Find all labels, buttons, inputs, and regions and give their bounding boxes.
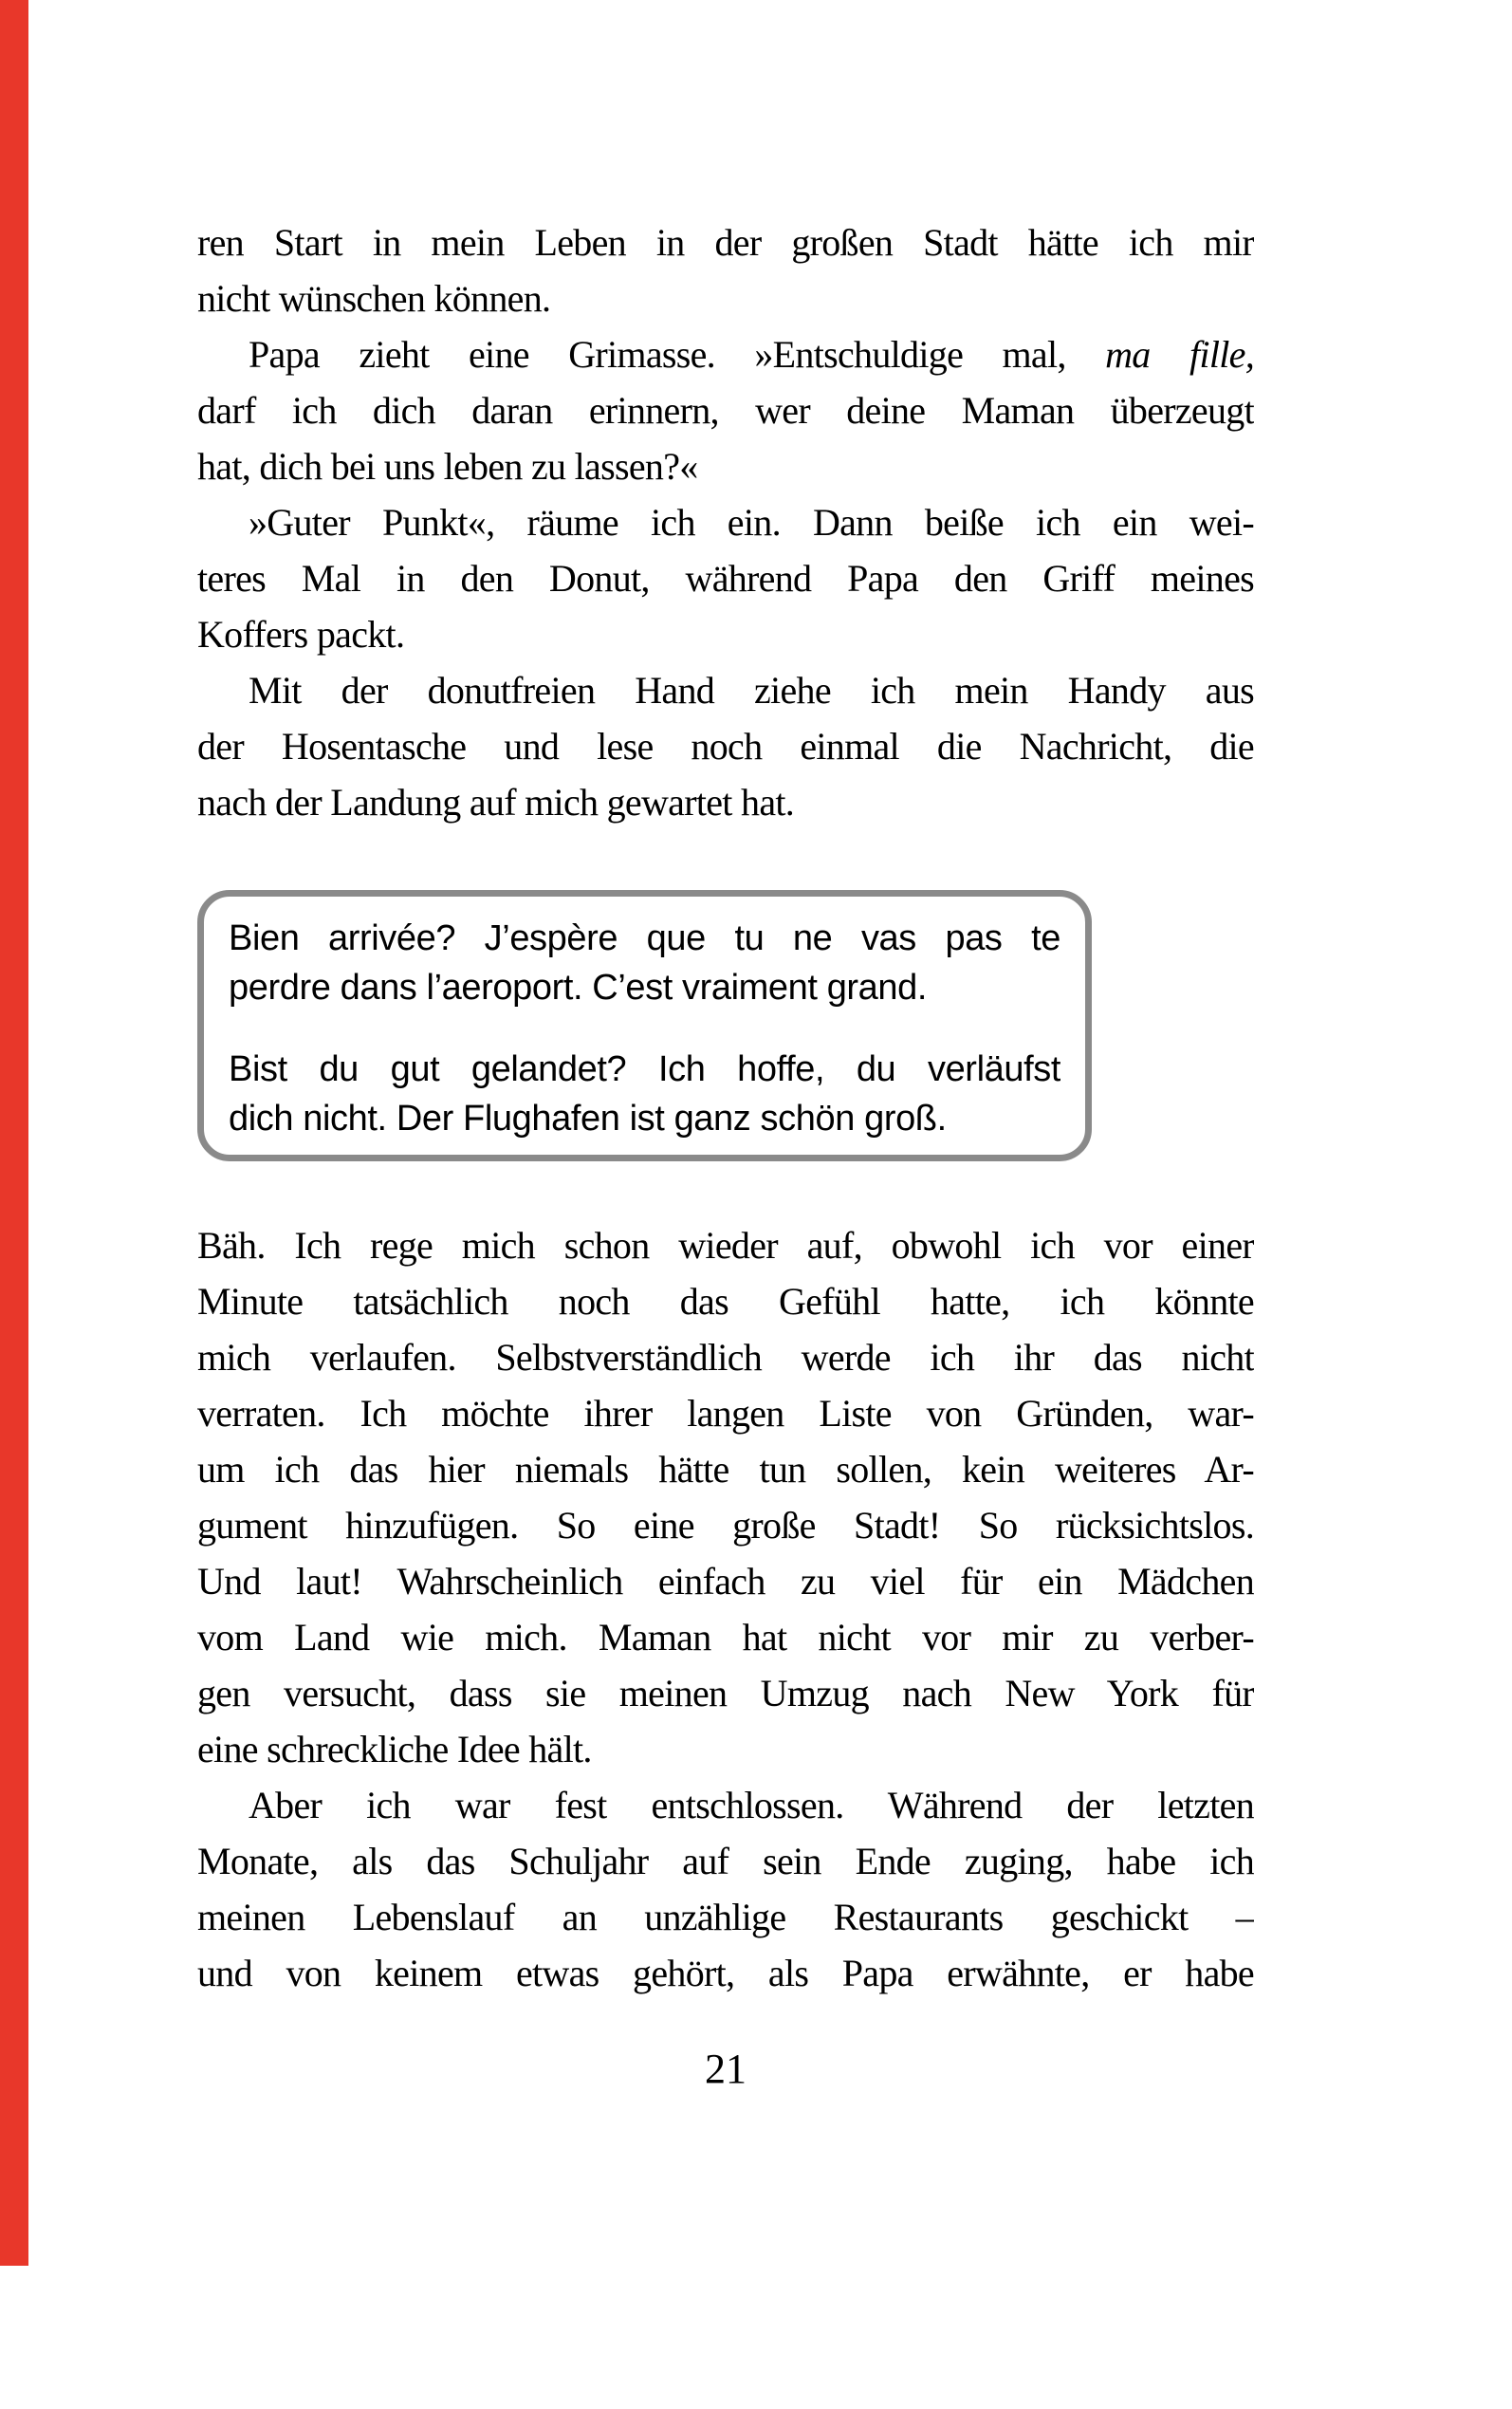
text-line: vom Land wie mich. Maman hat nicht vor mir zu verber- [197,1616,1254,1659]
text-line: ren Start in mein Leben in der großen Stadt hätte ich mir [197,221,1254,264]
text-line: eine schreckliche Idee hält. [197,1728,592,1770]
text-line: gument hinzufügen. So eine große Stadt! So rücksichtslos. [197,1504,1254,1547]
text-line: der Hosentasche und lese noch einmal die Nachricht, die [197,725,1254,768]
text-line: perdre dans l’aeroport. C’est vraiment grand. [229,968,928,1008]
text-line: meinen Lebenslauf an unzählige Restaurants geschickt – [197,1896,1254,1938]
text-line: hat, dich bei uns leben zu lassen?« [197,445,698,488]
text-line: verraten. Ich möchte ihrer langen Liste von Gründen, war- [197,1392,1254,1435]
text-line: nicht wünschen können. [197,277,551,320]
text-line: darf ich dich daran erinnern, wer deine Maman überzeugt [197,389,1254,432]
text-line: dich nicht. Der Flughafen ist ganz schön groß. [229,1099,947,1139]
paragraph [197,494,1254,662]
paragraph [197,326,1254,494]
text-line: Papa zieht eine Grimasse. »Entschuldige mal, ma fille, [249,333,1254,376]
paragraph [197,1777,1254,2001]
text-line: Mit der donutfreien Hand ziehe ich mein Handy aus [249,669,1254,712]
paragraphs-before-box [197,214,1254,830]
text-line: Aber ich war fest entschlossen. Während der letzten [249,1784,1254,1826]
text-line: Minute tatsächlich noch das Gefühl hatte, ich könnte [197,1280,1254,1323]
paragraph [197,662,1254,830]
text-line: teres Mal in den Donut, während Papa den Griff meines [197,557,1254,600]
paragraph [197,1217,1254,1777]
page-text [197,214,1254,2094]
text-line: und von keinem etwas gehört, als Papa erwähnte, er habe [197,1952,1254,1994]
message [229,1045,1060,1143]
text-line: um ich das hier niemals hätte tun sollen, kein weiteres Ar- [197,1448,1254,1491]
page-number: 21 [705,2046,747,2092]
message-bubble [197,890,1092,1161]
text-line: Bist du gut gelandet? Ich hoffe, du verläufst [229,1049,1060,1089]
text-line: gen versucht, dass sie meinen Umzug nach New York für [197,1672,1254,1714]
text-line: Koffers packt. [197,613,405,656]
text-line: Bien arrivée? J’espère que tu ne vas pas te [229,918,1060,958]
red-edge-ribbon [0,0,28,2266]
paragraphs-after-box [197,1217,1254,2001]
text-line: Und laut! Wahrscheinlich einfach zu viel für ein Mädchen [197,1560,1254,1603]
paragraph [197,214,1254,326]
text-line: Bäh. Ich rege mich schon wieder auf, obwohl ich vor einer [197,1224,1254,1267]
text-line: mich verlaufen. Selbstverständlich werde ich ihr das nicht [197,1336,1254,1379]
text-line: nach der Landung auf mich gewartet hat. [197,781,795,824]
text-line: Monate, als das Schuljahr auf sein Ende zuging, habe ich [197,1840,1254,1882]
message [229,914,1060,1012]
text-line: »Guter Punkt«, räume ich ein. Dann beiße ich ein wei- [249,501,1254,544]
